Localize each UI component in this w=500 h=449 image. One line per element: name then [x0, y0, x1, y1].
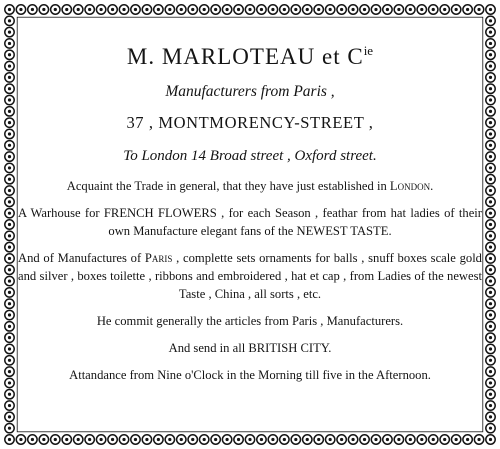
chain-link-icon	[85, 435, 94, 444]
chain-link-icon	[268, 435, 277, 444]
chain-link-icon	[5, 231, 14, 240]
chain-link-icon	[5, 27, 14, 36]
chain-link-icon	[131, 5, 140, 14]
chain-link-icon	[486, 118, 495, 127]
chain-link-icon	[303, 435, 312, 444]
chain-link-icon	[28, 435, 37, 444]
chain-link-icon	[417, 5, 426, 14]
chain-link-icon	[486, 107, 495, 116]
chain-link-icon	[486, 276, 495, 285]
chain-link-icon	[486, 344, 495, 353]
chain-link-icon	[5, 435, 14, 444]
chain-link-icon	[5, 265, 14, 274]
chain-link-icon	[280, 5, 289, 14]
paragraph-manufactures-start: And of Manufactures of	[18, 251, 145, 265]
chain-link-icon	[291, 435, 300, 444]
chain-link-icon	[5, 95, 14, 104]
chain-link-icon	[245, 5, 254, 14]
chain-link-icon	[486, 367, 495, 376]
chain-link-icon	[5, 16, 14, 25]
chain-link-icon	[291, 5, 300, 14]
chain-link-icon	[474, 5, 483, 14]
chain-link-icon	[451, 5, 460, 14]
chain-link-icon	[463, 435, 472, 444]
chain-link-icon	[51, 5, 60, 14]
chain-link-icon	[119, 5, 128, 14]
chain-link-icon	[463, 5, 472, 14]
chain-link-icon	[486, 5, 495, 14]
chain-link-icon	[5, 141, 14, 150]
chain-link-icon	[5, 61, 14, 70]
chain-link-icon	[360, 435, 369, 444]
chain-link-icon	[142, 5, 151, 14]
chain-link-icon	[211, 435, 220, 444]
chain-link-icon	[5, 378, 14, 387]
chain-link-icon	[85, 5, 94, 14]
chain-link-icon	[303, 5, 312, 14]
chain-link-icon	[222, 435, 231, 444]
chain-link-icon	[165, 5, 174, 14]
chain-link-icon	[222, 5, 231, 14]
chain-link-icon	[371, 435, 380, 444]
chain-link-icon	[486, 152, 495, 161]
chain-link-icon	[486, 175, 495, 184]
chain-link-icon	[486, 254, 495, 263]
chain-link-icon	[5, 5, 14, 14]
chain-link-icon	[5, 356, 14, 365]
chain-link-icon	[62, 435, 71, 444]
chain-link-icon	[5, 73, 14, 82]
chain-link-icon	[486, 208, 495, 217]
chain-link-icon	[39, 435, 48, 444]
chain-link-icon	[5, 242, 14, 251]
chain-link-icon	[486, 39, 495, 48]
chain-link-icon	[486, 197, 495, 206]
chain-link-icon	[211, 5, 220, 14]
chain-link-icon	[486, 435, 495, 444]
paragraph-trade-end: .	[430, 179, 434, 193]
chain-link-icon	[486, 390, 495, 399]
chain-link-icon	[337, 435, 346, 444]
chain-link-icon	[371, 5, 380, 14]
chain-link-icon	[257, 435, 266, 444]
chain-link-icon	[5, 333, 14, 342]
paragraph-warehouse: A Warhouse for FRENCH FLOWERS , for each Season , feathar from hat ladies of their own Manufacture elegant fans of the NEWEST TASTE.	[18, 206, 482, 238]
chain-link-icon	[325, 435, 334, 444]
chain-link-icon	[199, 435, 208, 444]
city-name: London	[389, 179, 431, 193]
chain-link-icon	[5, 208, 14, 217]
chain-link-icon	[5, 423, 14, 432]
chain-link-icon	[154, 435, 163, 444]
chain-link-icon	[5, 288, 14, 297]
chain-link-icon	[486, 242, 495, 251]
chain-link-icon	[39, 5, 48, 14]
chain-link-icon	[383, 5, 392, 14]
chain-link-icon	[486, 95, 495, 104]
chain-link-icon	[486, 73, 495, 82]
chain-link-icon	[486, 299, 495, 308]
chain-link-icon	[440, 5, 449, 14]
chain-link-icon	[486, 61, 495, 70]
company-title	[30, 36, 470, 72]
chain-link-icon	[5, 344, 14, 353]
chain-link-icon	[5, 50, 14, 59]
chain-link-icon	[5, 310, 14, 319]
chain-link-icon	[257, 5, 266, 14]
chain-link-icon	[486, 333, 495, 342]
chain-link-icon	[451, 435, 460, 444]
chain-link-icon	[486, 186, 495, 195]
chain-link-icon	[486, 27, 495, 36]
chain-link-icon	[337, 5, 346, 14]
chain-link-icon	[5, 84, 14, 93]
chain-link-icon	[5, 39, 14, 48]
company-suffix: ie	[363, 43, 374, 58]
chain-link-icon	[5, 197, 14, 206]
chain-link-icon	[165, 435, 174, 444]
chain-link-icon	[16, 435, 25, 444]
address: 37 , MONTMORENCY-STREET ,	[126, 113, 374, 132]
chain-link-icon	[314, 435, 323, 444]
chain-link-icon	[16, 5, 25, 14]
chain-link-icon	[406, 5, 415, 14]
chain-link-icon	[486, 322, 495, 331]
chain-link-icon	[486, 310, 495, 319]
chain-link-icon	[486, 288, 495, 297]
chain-link-icon	[486, 129, 495, 138]
company-name: M. MARLOTEAU et C	[126, 44, 364, 69]
paragraph-send: And send in all BRITISH CITY.	[168, 341, 332, 355]
chain-link-icon	[199, 5, 208, 14]
chain-link-icon	[234, 5, 243, 14]
paragraph-trade-text: Acquaint the Trade in general, that they have just established in	[66, 179, 390, 193]
chain-link-icon	[5, 401, 14, 410]
chain-link-icon	[360, 5, 369, 14]
chain-link-icon	[394, 5, 403, 14]
chain-link-icon	[5, 107, 14, 116]
chain-link-icon	[406, 435, 415, 444]
chain-link-icon	[74, 5, 83, 14]
chain-link-icon	[74, 435, 83, 444]
chain-link-icon	[5, 129, 14, 138]
chain-link-icon	[5, 390, 14, 399]
chain-link-icon	[5, 175, 14, 184]
chain-link-icon	[96, 5, 105, 14]
paragraph-attendance: Attandance from Nine o'Clock in the Morning till five in the Afternoon.	[69, 368, 431, 382]
chain-link-icon	[486, 163, 495, 172]
chain-link-icon	[96, 435, 105, 444]
chain-link-icon	[234, 435, 243, 444]
chain-link-icon	[440, 435, 449, 444]
chain-link-icon	[348, 5, 357, 14]
chain-link-icon	[429, 435, 438, 444]
paragraph-trade	[18, 177, 482, 195]
chain-link-icon	[486, 378, 495, 387]
chain-link-icon	[177, 435, 186, 444]
chain-link-icon	[177, 5, 186, 14]
chain-link-icon	[119, 435, 128, 444]
chain-link-icon	[28, 5, 37, 14]
chain-link-icon	[486, 50, 495, 59]
chain-link-icon	[5, 322, 14, 331]
chain-link-icon	[5, 163, 14, 172]
chain-link-icon	[325, 5, 334, 14]
chain-link-icon	[486, 220, 495, 229]
chain-link-icon	[5, 412, 14, 421]
chain-link-icon	[486, 412, 495, 421]
chain-link-icon	[5, 299, 14, 308]
chain-link-icon	[5, 220, 14, 229]
chain-link-icon	[486, 356, 495, 365]
chain-link-icon	[394, 435, 403, 444]
chain-link-icon	[486, 16, 495, 25]
subtitle: Manufacturers from Paris ,	[165, 83, 335, 100]
chain-link-icon	[131, 435, 140, 444]
branch-address: To London 14 Broad street , Oxford street.	[123, 148, 377, 164]
chain-link-icon	[383, 435, 392, 444]
chain-link-icon	[5, 118, 14, 127]
chain-link-icon	[474, 435, 483, 444]
chain-link-icon	[51, 435, 60, 444]
chain-link-icon	[314, 5, 323, 14]
chain-link-icon	[280, 435, 289, 444]
advertisement-content	[18, 30, 482, 427]
chain-link-icon	[486, 84, 495, 93]
chain-link-icon	[5, 152, 14, 161]
chain-link-icon	[486, 423, 495, 432]
chain-link-icon	[486, 401, 495, 410]
chain-link-icon	[108, 435, 117, 444]
chain-link-icon	[268, 5, 277, 14]
chain-link-icon	[142, 435, 151, 444]
paragraph-manufactures-rest: , complette sets ornaments for balls , snuff boxes scale gold and silver , boxes toilette , ribbons and embroidered , hat et cap , from Ladies of the newest Taste , China , all sorts , etc.	[18, 251, 482, 301]
chain-link-icon	[5, 254, 14, 263]
chain-link-icon	[188, 5, 197, 14]
paris-name: Paris	[144, 251, 173, 265]
chain-link-icon	[348, 435, 357, 444]
chain-link-icon	[188, 435, 197, 444]
chain-link-icon	[62, 5, 71, 14]
chain-link-icon	[486, 231, 495, 240]
chain-link-icon	[417, 435, 426, 444]
chain-link-icon	[486, 265, 495, 274]
chain-link-icon	[486, 141, 495, 150]
chain-link-icon	[5, 276, 14, 285]
paragraph-commit: He commit generally the articles from Paris , Manufacturers.	[96, 314, 404, 328]
paragraph-manufactures	[18, 249, 482, 303]
chain-link-icon	[108, 5, 117, 14]
chain-link-icon	[245, 435, 254, 444]
chain-link-icon	[5, 186, 14, 195]
chain-link-icon	[154, 5, 163, 14]
chain-link-icon	[429, 5, 438, 14]
chain-link-icon	[5, 367, 14, 376]
